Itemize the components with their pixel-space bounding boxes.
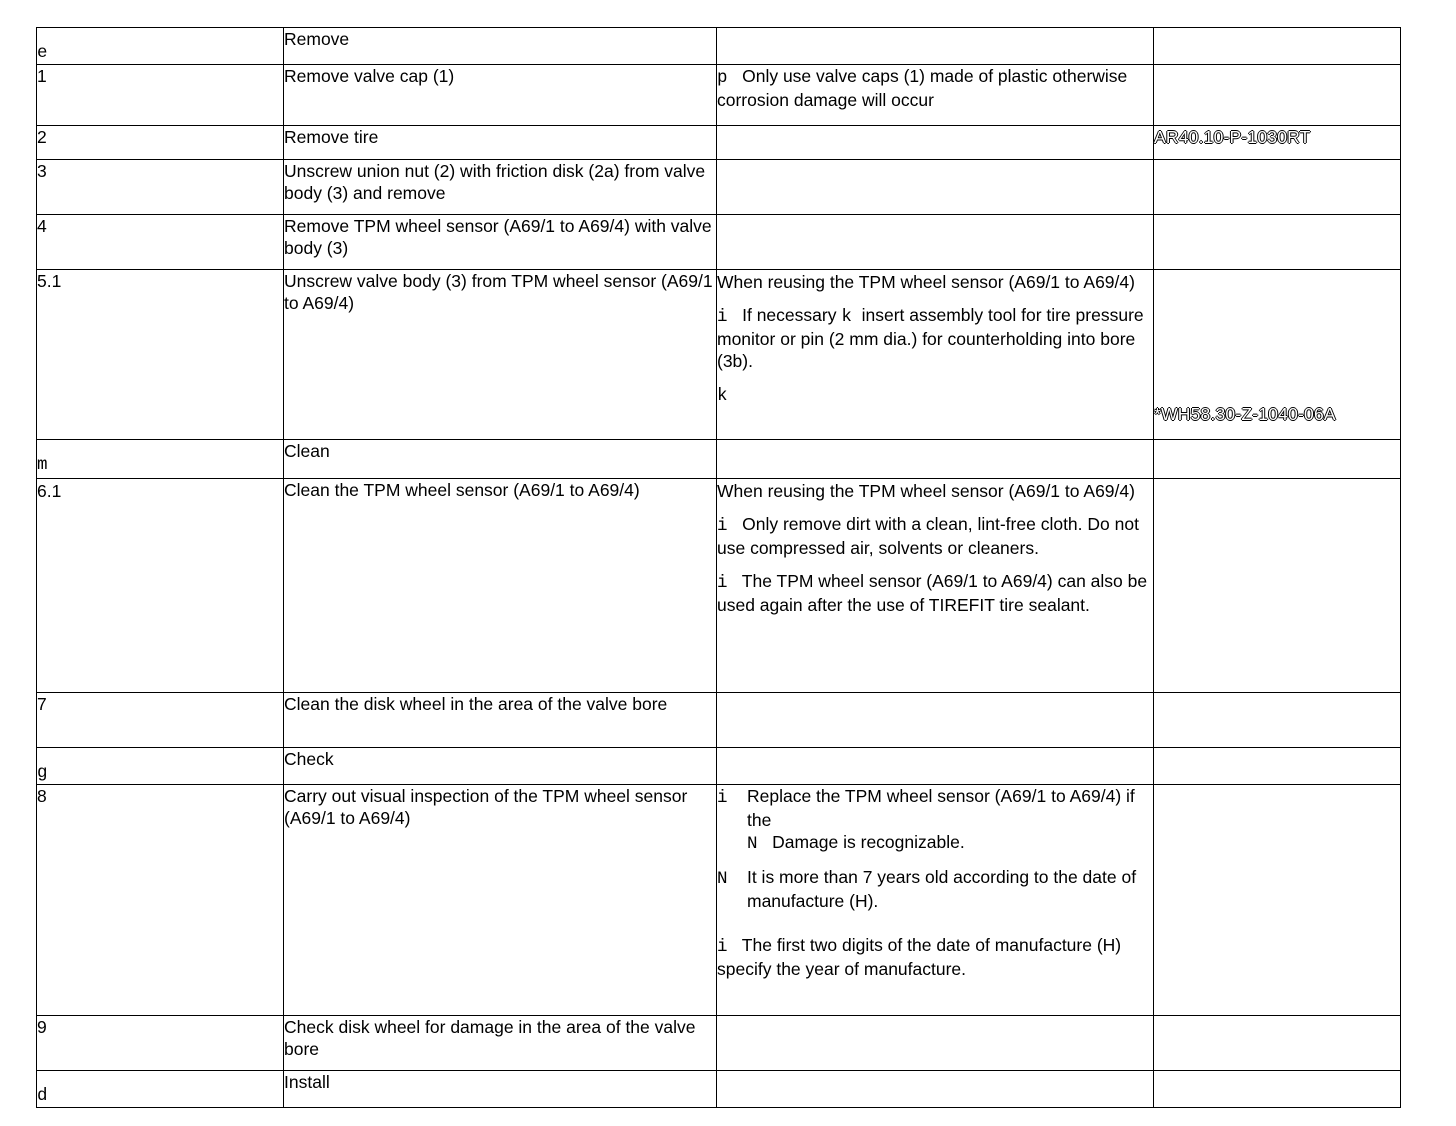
table-row <box>37 65 1401 126</box>
table-row <box>37 479 1401 693</box>
info-symbol: i <box>717 937 728 957</box>
info-symbol: i <box>717 516 728 536</box>
step-reference <box>1154 693 1401 748</box>
step-number: 1 <box>37 65 284 126</box>
step-number: 4 <box>37 215 284 270</box>
table-row <box>37 1071 1401 1108</box>
reference-link[interactable]: AR40.10-P-1030RT <box>1154 127 1311 147</box>
step-action: Clean the disk wheel in the area of the valve bore <box>284 693 717 748</box>
step-note <box>717 479 1154 693</box>
table-row <box>37 1016 1401 1071</box>
info-symbol: i <box>717 788 728 808</box>
note-text: Damage is recognizable. <box>772 832 965 852</box>
step-note <box>717 28 1154 65</box>
step-reference <box>1154 1016 1401 1071</box>
step-note <box>717 270 1154 440</box>
step-action: Check disk wheel for damage in the area of the valve bore <box>284 1016 717 1071</box>
step-note <box>717 748 1154 785</box>
tool-symbol: k <box>841 307 852 327</box>
step-reference <box>1154 748 1401 785</box>
table-row <box>37 160 1401 215</box>
note-text: When reusing the TPM wheel sensor (A69/1 to A69/4) <box>717 481 1135 501</box>
note-text: It is more than 7 years old according to the date of manufacture (H). <box>746 867 1137 911</box>
step-reference <box>1154 270 1401 440</box>
note-text: insert assembly tool for tire pressure monitor or pin (2 mm dia.) for counterholding into bore (3b). <box>717 305 1144 371</box>
step-note <box>717 215 1154 270</box>
step-action: Carry out visual inspection of the TPM wheel sensor (A69/1 to A69/4) <box>284 785 717 1016</box>
step-note <box>717 1016 1154 1071</box>
step-reference <box>1154 65 1401 126</box>
tool-symbol: k <box>717 386 728 406</box>
warning-symbol: p <box>717 68 728 88</box>
step-action: Clean <box>284 440 717 479</box>
step-note <box>717 1071 1154 1108</box>
step-reference <box>1154 215 1401 270</box>
info-symbol: i <box>717 307 728 327</box>
step-reference <box>1154 160 1401 215</box>
note-text: When reusing the TPM wheel sensor (A69/1 to A69/4) <box>717 272 1135 292</box>
step-number: 9 <box>37 1016 284 1071</box>
step-action: Install <box>284 1071 717 1108</box>
step-action: Remove tire <box>284 126 717 160</box>
table-row <box>37 693 1401 748</box>
note-text: The TPM wheel sensor (A69/1 to A69/4) can also be used again after the use of TIREFIT tire sealant. <box>717 571 1148 615</box>
step-action: Clean the TPM wheel sensor (A69/1 to A69/4) <box>284 479 717 693</box>
step-note <box>717 65 1154 126</box>
step-reference <box>1154 28 1401 65</box>
step-reference <box>1154 479 1401 693</box>
step-number: 7 <box>37 693 284 748</box>
step-number: 5.1 <box>37 270 284 440</box>
step-reference <box>1154 440 1401 479</box>
note-text: Replace the TPM wheel sensor (A69/1 to A69/4) if the <box>746 786 1135 830</box>
note-text: If necessary <box>742 305 837 325</box>
step-action: Remove TPM wheel sensor (A69/1 to A69/4) with valve body (3) <box>284 215 717 270</box>
step-number: e <box>37 28 284 65</box>
table-row <box>37 215 1401 270</box>
table-row <box>37 440 1401 479</box>
step-action: Unscrew valve body (3) from TPM wheel sensor (A69/1 to A69/4) <box>284 270 717 440</box>
step-number: 6.1 <box>37 479 284 693</box>
step-number: 8 <box>37 785 284 1016</box>
step-action: Unscrew union nut (2) with friction disk (2a) from valve body (3) and remove <box>284 160 717 215</box>
note-text: The first two digits of the date of manufacture (H) specify the year of manufacture. <box>717 935 1122 979</box>
table-row <box>37 785 1401 1016</box>
step-number: d <box>37 1071 284 1108</box>
step-note <box>717 126 1154 160</box>
reference-link[interactable]: *WH58.30-Z-1040-06A <box>1154 404 1336 424</box>
step-note <box>717 693 1154 748</box>
note-text: Only remove dirt with a clean, lint-free cloth. Do not use compressed air, solvents or cleaners. <box>717 514 1139 558</box>
step-action: Remove <box>284 28 717 65</box>
step-number: 3 <box>37 160 284 215</box>
table-row <box>37 270 1401 440</box>
note-text: Only use valve caps (1) made of plastic otherwise corrosion damage will occur <box>717 66 1128 110</box>
step-action: Check <box>284 748 717 785</box>
table-row <box>37 126 1401 160</box>
step-note <box>717 160 1154 215</box>
bullet-symbol: N <box>717 869 728 889</box>
step-reference <box>1154 785 1401 1016</box>
info-symbol: i <box>717 573 728 593</box>
bullet-symbol: N <box>747 834 758 854</box>
step-note <box>717 440 1154 479</box>
table-row <box>37 748 1401 785</box>
step-reference <box>1154 1071 1401 1108</box>
table-row <box>37 28 1401 65</box>
step-number: 2 <box>37 126 284 160</box>
step-reference <box>1154 126 1401 160</box>
step-action: Remove valve cap (1) <box>284 65 717 126</box>
procedure-table <box>36 27 1401 1108</box>
step-number: g <box>37 748 284 785</box>
step-number: m <box>37 440 284 479</box>
step-note <box>717 785 1154 1016</box>
